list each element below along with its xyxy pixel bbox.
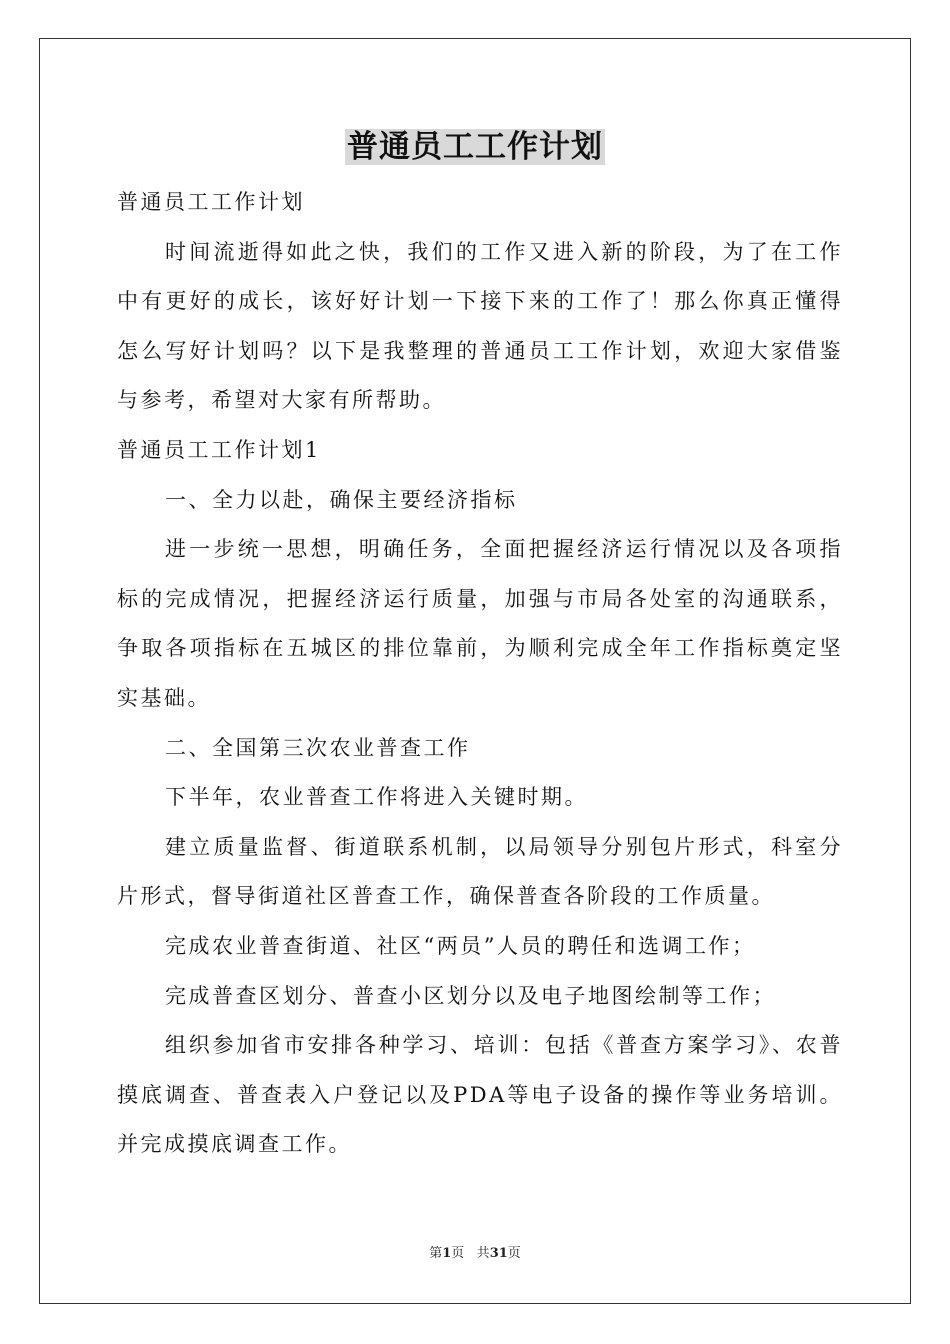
- paragraph-body: 建立质量监督、街道联系机制，以局领导分别包片形式，科室分片形式，督导街道社区普查工作，确保普查各阶段的工作质量。: [117, 834, 843, 909]
- footer-total-pages: 31: [489, 1246, 508, 1261]
- footer-total-unit: 页: [507, 1246, 521, 1261]
- paragraph-heading-one: 一、全力以赴，确保主要经济指标: [165, 487, 518, 512]
- paragraph-heading-two: 二、全国第三次农业普查工作: [165, 735, 471, 760]
- footer-page-number: 1: [442, 1246, 452, 1261]
- footer-page-prefix: 第: [429, 1246, 443, 1261]
- paragraph-subtitle: 普通员工工作计划: [117, 190, 305, 214]
- paragraph-body: 组织参加省市安排各种学习、培训：包括《普查方案学习》、农普摸底调查、普查表入户登记以及PDA等电子设备的操作等业务培训。并完成摸底调查工作。: [117, 1033, 843, 1157]
- paragraph-body: 进一步统一思想，明确任务，全面把握经济运行情况以及各项指标的完成情况，把握经济运行质量，加强与市局各处室的沟通联系，争取各项指标在五城区的排位靠前，为顺利完成全年工作指标奠定坚实基础。: [117, 537, 843, 710]
- document-body: [117, 178, 843, 1170]
- footer-page-unit: 页: [451, 1246, 465, 1261]
- page-footer: [0, 1244, 950, 1264]
- paragraph-body: 完成农业普查街道、社区“两员”人员的聘任和选调工作；: [165, 933, 756, 958]
- paragraph-body: 下半年，农业普查工作将进入关键时期。: [165, 785, 588, 810]
- paragraph-section-heading: 普通员工工作计划1: [117, 437, 321, 462]
- footer-total-prefix: 共: [476, 1246, 490, 1261]
- document-title: [0, 122, 950, 172]
- document-title-text: 普通员工工作计划: [347, 129, 603, 165]
- paragraph-body: 完成普查区划分、普查小区划分以及电子地图绘制等工作；: [165, 983, 776, 1008]
- paragraph-intro: 时间流逝得如此之快，我们的工作又进入新的阶段，为了在工作中有更好的成长，该好好计划一下接下来的工作了！那么你真正懂得怎么写好计划吗？以下是我整理的普通员工工作计划，欢迎大家借鉴与参考，希望对大家有所帮助。: [117, 239, 843, 413]
